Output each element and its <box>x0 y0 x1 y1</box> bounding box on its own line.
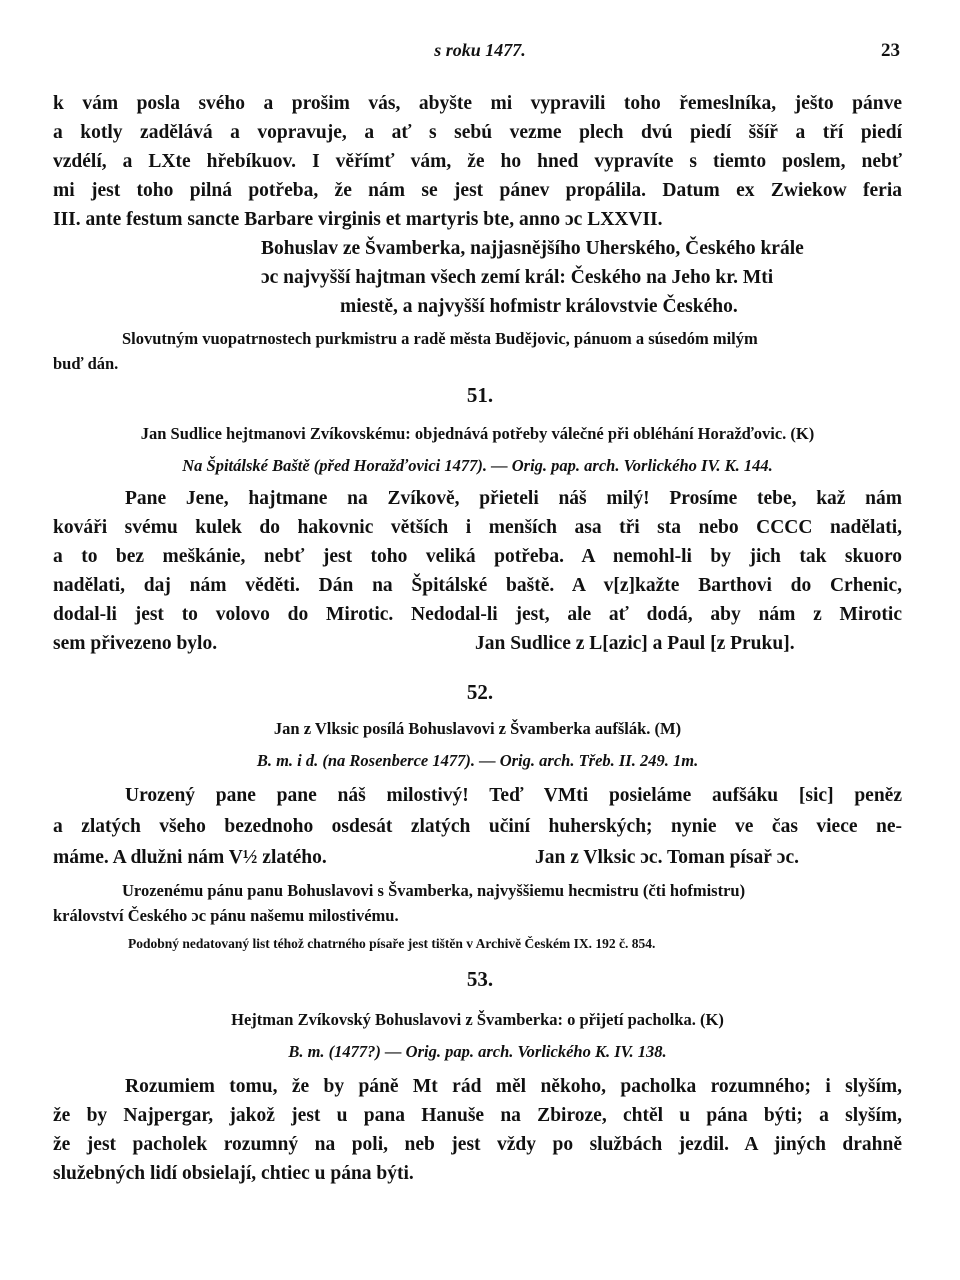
page-number: 23 <box>881 40 900 61</box>
doc51-source: Na Špitálské Baště (před Horažďovici 1477). — Orig. pap. arch. Vorlického IV. K. 144. <box>182 456 773 475</box>
doc50-signature-1: Bohuslav ze Švamberka, najjasnějšího Uherského, Českého krále <box>261 238 804 259</box>
doc50-line-1: k vám posla svého a prošim vás, abyšte mi vypravili toho řemeslníka, ješto pánve <box>53 93 902 114</box>
doc51-signature: Jan Sudlice z L[azic] a Paul [z Pruku]. <box>475 633 795 654</box>
doc51-line-6: sem přivezeno bylo. <box>53 633 218 654</box>
doc51-line-4: nadělati, daj nám věděti. Dán na Špitálské baště. A v[z]kažte Barthovi do Crhenic, <box>53 575 902 596</box>
doc52-note: Podobný nedatovaný list téhož chatrného písaře jest tištěn v Archivě Českém IX. 192 č. 854. <box>128 936 656 951</box>
doc53-number: 53. <box>466 967 494 991</box>
doc52-address-2: království Českého ɔc pánu našemu milostivému. <box>53 906 399 925</box>
doc50-address-1: Slovutným vuopatrnostech purkmistru a radě města Budějovic, pánuom a súsedóm milým <box>122 329 758 348</box>
doc51-number: 51. <box>466 383 494 407</box>
doc51-line-5: dodal-li jest to volovo do Mirotic. Nedodal-li jest, ale ať dodá, aby nám z Mirotic <box>53 604 902 625</box>
doc53-line-2: že by Najpergar, jakož jest u pana Hanuše na Zbiroze, chtěl u pána býti; a slyším, <box>53 1105 902 1126</box>
doc51-line-3: a to bez meškánie, nebť jest toho veliká potřeba. A nemohl-li by jich tak skuoro <box>53 546 902 567</box>
doc50-line-2: a kotly zadělává a vopravuje, a ať s sebú vezme plech dvú piedí ššíř a tří piedí <box>53 122 902 143</box>
doc52-line-2: a zlatých všeho bezednoho osdesát zlatých učiní huherských; nynie ve čas viece ne- <box>53 816 902 837</box>
doc52-summary: Jan z Vlksic posílá Bohuslavovi z Švamberka aufšlák. (M) <box>273 719 682 738</box>
doc51-line-1: Pane Jene, hajtmane na Zvíkově, přieteli náš milý! Prosíme tebe, kaž nám <box>125 488 902 509</box>
doc52-address-1: Urozenému pánu panu Bohuslavovi s Švamberka, najvyššiemu hecmistru (čti hofmistru) <box>122 881 746 900</box>
doc52-line-1: Urozený pane pane náš milostivý! Teď VMti posieláme aufšáku [sic] peněz <box>125 785 902 806</box>
doc52-number: 52. <box>466 680 494 704</box>
doc50-address-2: buď dán. <box>53 354 119 373</box>
doc50-signature-2: ɔc najvyšší hajtman všech zemí král: Českého na Jeho kr. Mti <box>261 267 774 288</box>
doc53-summary: Hejtman Zvíkovský Bohuslavovi z Švamberka: o přijetí pacholka. (K) <box>231 1010 724 1029</box>
doc52-source: B. m. i d. (na Rosenberce 1477). — Orig. arch. Třeb. II. 249. 1m. <box>256 751 699 770</box>
doc53-line-3: že jest pacholek rozumný na poli, neb jest vždy po službách jezdil. A jiných drahně <box>53 1134 902 1155</box>
doc50-line-5: III. ante festum sancte Barbare virginis et martyris bte, anno ɔc LXXVII. <box>53 209 663 230</box>
doc51-line-2: kováři svému kulek do hakovnic větších i menších asa tři sta nebo CCCC nadělati, <box>53 517 902 538</box>
doc52-line-3: máme. A dlužni nám V½ zlatého. <box>53 847 327 868</box>
doc53-source: B. m. (1477?) — Orig. pap. arch. Vorlického K. IV. 138. <box>288 1042 667 1061</box>
doc52-signature: Jan z Vlksic ɔc. Toman písař ɔc. <box>535 847 799 868</box>
doc50-line-3: vzdélí, a LXte hřebíkuov. I věřímť vám, že ho hned vypravíte s tiemto poslem, nebť <box>53 151 902 172</box>
running-title: s roku 1477. <box>434 40 526 60</box>
doc50-line-4: mi jest toho pilná potřeba, že nám se jest pánev propálila. Datum ex Zwiekow feria <box>53 180 902 201</box>
doc53-line-4: služebných lidí obsielají, chtiec u pána býti. <box>53 1163 414 1184</box>
doc53-line-1: Rozumiem tomu, že by páně Mt rád měl někoho, pacholka rozumného; i slyším, <box>125 1076 902 1097</box>
doc51-summary: Jan Sudlice hejtmanovi Zvíkovskému: objednává potřeby válečné při obléhání Horažďovic. (K) <box>140 424 815 443</box>
doc50-signature-3: miestě, a najvyšší hofmistr královstvie Českého. <box>340 296 738 317</box>
